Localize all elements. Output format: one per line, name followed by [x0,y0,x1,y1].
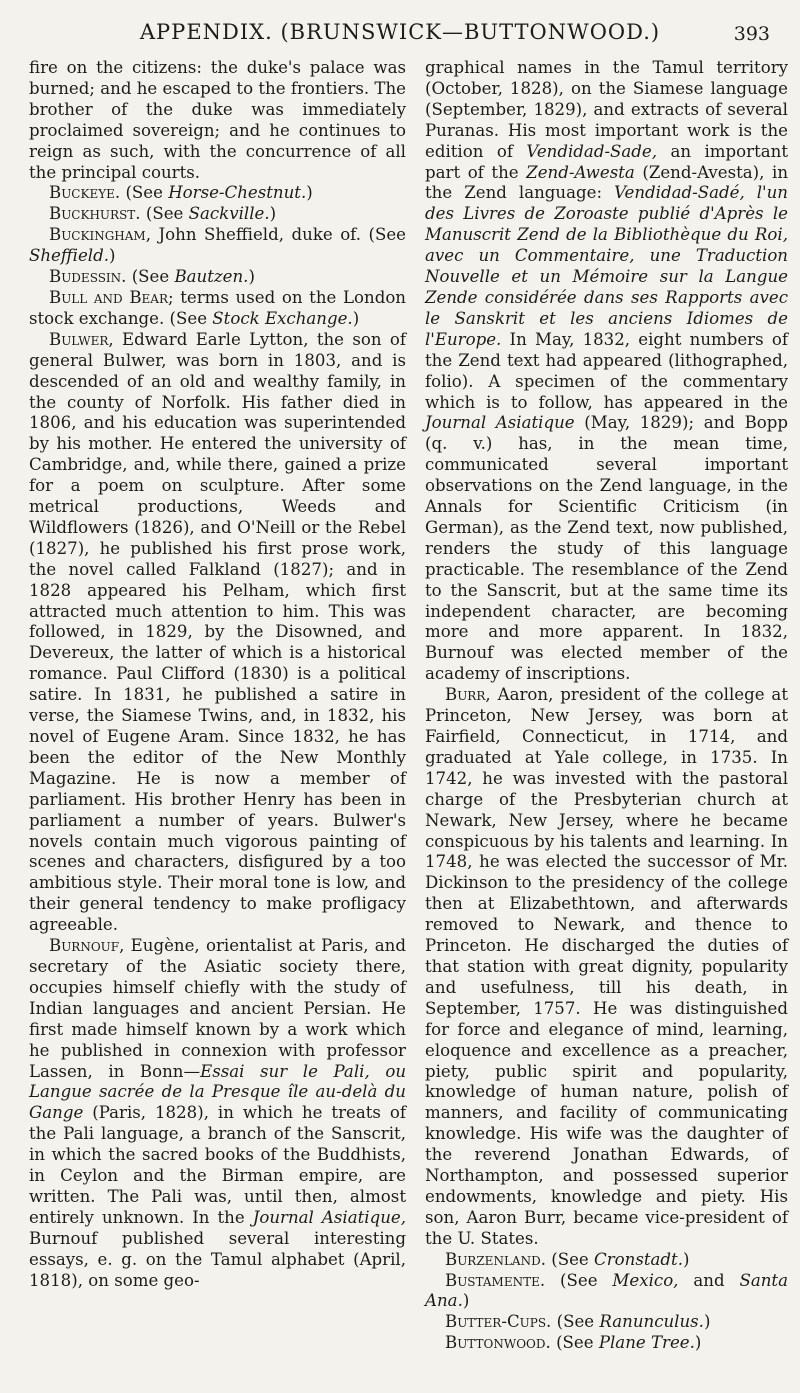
entry-text: and [678,1270,740,1290]
cross-reference: Horse-Chestnut. [168,183,307,203]
running-head [0,12,800,52]
entry-text: ) [306,183,313,203]
entry-bulwer [29,330,406,936]
headword: Bulwer, [49,329,114,349]
entry-buckingham [29,225,406,267]
headword: Burzenland. [445,1249,546,1269]
paragraph-text: (Zend-Avesta), in the Zend language: [425,162,789,203]
paragraph-text: (May, 1829); and Bopp (q. v.) has, in the mean time, communicated several important observations on the Zend language, in the Annals for Scientific Criticism (in German), as the Zend text, now published, renders the study of this language practicable. The resemblance of the Zend to the Sanscrit, but at the same time its independent character, are becoming more and more apparent. In 1832, Burnouf was elected member of the academy of inscriptions. [425,413,789,684]
headword: Buttonwood. [445,1333,551,1353]
italic-title: Vendidad-Sadé, l'un des Livres de Zoroaste publié d'Après le Manuscrit Zend de la Bibliothèque du Roi, avec un Commentaire, une Traduction Nouvelle et un Mémoire sur la Langue Zende considérée dans ses Rapports avec le Sanskrit et les anciens Idiomes de l'Europe. [425,183,788,349]
cross-reference: Mexico, [612,1270,679,1290]
entry-buttonwood [425,1333,788,1354]
entry-text: ) [269,204,277,224]
entry-text: Eugène, orientalist at Paris, and secretary of the Asiatic society there, occupies himself chiefly with the study of Indian languages and ancient Persian. He first made himself known by a work which he published in connexion with professor Lassen, in Bonn— [29,936,406,1081]
paragraph-text: In May, 1832, eight numbers of the Zend text had appeared (lithographed, folio). A specimen of the commentary which is to follow, has appeared in the [425,329,788,412]
cross-reference: Ranunculus. [599,1312,704,1332]
entry-text: Edward Earle Lytton, the son of general Bulwer, was born in 1803, and is descended of an old and wealthy family, in the county of Norfolk. His father died in 1806, and his education was superintended by his mother. He entered the university of Cambridge, and, while there, gained a prize for a poem on sculpture. After some metrical productions, Weeds and Wildflowers (1826), and O'Neill or the Rebel (1827), he published his first prose work, the novel called Falkland (1827); and in 1828 appeared his Pelham, which first attracted much attention to him. This was followed, in 1829, by the Disowned, and Devereux, the latter of which is a historical romance. Paul Clifford (1830) is a political satire. In 1831, he published a satire in verse, the Siamese Twins, and, in 1832, his novel of Eugene Aram. Since 1832, he has been the editor of the New Monthly Magazine. He is now a member of parliament. His brother Henry has been in parliament a number of years. Bulwer's novels contain much vigorous painting of scenes and characters, disfigured by a too ambitious style. Their moral tone is low, and their general tendency to make profligacy agreeable. [29,329,406,935]
entry-text: ) [352,308,360,328]
entry-budessin [29,267,406,288]
italic-title: Journal Asiatique [425,413,575,433]
entry-text: (Paris, 1828), in which he treats of the Pali language, a branch of the Sanscrit, in which the sacred books of the Buddhists, in Ceylon and the Birman empire, are written. The Pali was, until then, almost entirely unknown. In the [29,1103,406,1227]
italic-title: Journal Asiatique, [252,1207,406,1227]
headword: Bustamente. [445,1270,546,1290]
entry-text: (See [545,1270,613,1290]
cross-reference: Sheffield. [29,246,109,266]
paragraph-text: graphical names in the Tamul territory (October, 1828), on the Siamese language (September, 1829), and extracts of several Puranas. His most important work is the edition of [425,58,788,161]
entry-text: ) [462,1291,470,1311]
entry-text: (See [550,1333,599,1353]
entry-text: ) [108,246,116,266]
entry-butter-cups [425,1312,788,1333]
cross-reference: Cronstadt. [594,1249,683,1269]
entry-text: Burnouf published several interesting essays, e. g. on the Tamul alphabet (April, 1818), on some geo- [29,1228,406,1290]
entry-buckhurst [29,204,406,225]
cross-reference: Plane Tree. [598,1333,695,1353]
cross-reference: Bautzen. [174,267,249,287]
cross-reference: Santa Ana. [425,1270,788,1311]
entry-bustamente [425,1271,788,1313]
paragraph-text: fire on the citizens: the duke's palace was burned; and he escaped to the frontiers. The brother of the duke was immediately proclaimed sovereign; and he continues to reign as such, with the concurrence of all the principal courts. [29,58,406,182]
entry-buckeye [29,183,406,204]
entry-text: ) [682,1249,690,1269]
entry-bull-and-bear [29,288,406,330]
italic-title: Essai sur le Pali, ou Langue sacrée de la Presque île au-delà du Gange [29,1061,407,1123]
paragraph-text: an important part of the [425,141,788,182]
entry-text: (See [126,267,175,287]
headword: Burnouf, [49,936,125,956]
entry-text: (See [551,1312,600,1332]
italic-title: Vendidad-Sade, [526,141,658,161]
entry-text: Aaron, president of the college at Princeton, New Jersey, was born at Fairfield, Connecticut, in 1714, and graduated at Yale college, in 1735. In 1742, he was invested with the pastoral charge of the Presbyterian church at Newark, New Jersey, where he became conspicuous by his talents and learning. In 1748, he was elected the successor of Mr. Dickinson to the presidency of the college then at Elizabethtown, and afterwards removed to Newark, and thence to Princeton. He discharged the duties of that station with great dignity, popularity and usefulness, till his death, in September, 1757. He was distinguished for force and elegance of mind, learning, eloquence and excellence as a preacher, piety, public spirit and popularity, knowledge of human nature, polish of manners, and facility of communicating knowledge. His wife was the daughter of the reverend Jonathan Edwards, of Northampton, and possessed superior endowments, knowledge and piety. His son, Aaron Burr, became vice-president of the U. States. [425,685,788,1248]
entry-burzenland [425,1250,788,1271]
entry-text: (See [120,183,169,203]
headword: Buckingham, [49,225,151,245]
headword: Bull and Bear; [49,287,174,307]
cross-reference: Sackville. [188,204,270,224]
entry-burr [425,685,788,1249]
continued-paragraph [425,58,788,685]
headword: Burr, [445,685,491,705]
right-column [425,58,788,1354]
entry-text: terms used on the London stock exchange. (See [29,287,406,328]
headword: Buckhurst. [49,204,141,224]
entry-text: (See [545,1249,595,1269]
entry-text: ) [703,1312,711,1332]
page-number: 393 [733,23,770,45]
running-title: APPENDIX. (BRUNSWICK—BUTTONWOOD.) [139,20,661,44]
cross-reference: Stock Exchange. [212,308,353,328]
headword: Budessin. [49,267,127,287]
left-column [29,58,406,1291]
entry-text: ) [248,267,255,287]
headword: Butter-Cups. [445,1312,552,1332]
entry-text: ) [694,1333,702,1353]
entry-text: (See [140,204,189,224]
entry-burnouf [29,936,406,1291]
italic-title: Zend-Awesta [526,162,635,182]
entry-text: John Sheffield, duke of. (See [150,225,406,245]
headword: Buckeye. [49,183,121,203]
continued-paragraph [29,58,406,183]
